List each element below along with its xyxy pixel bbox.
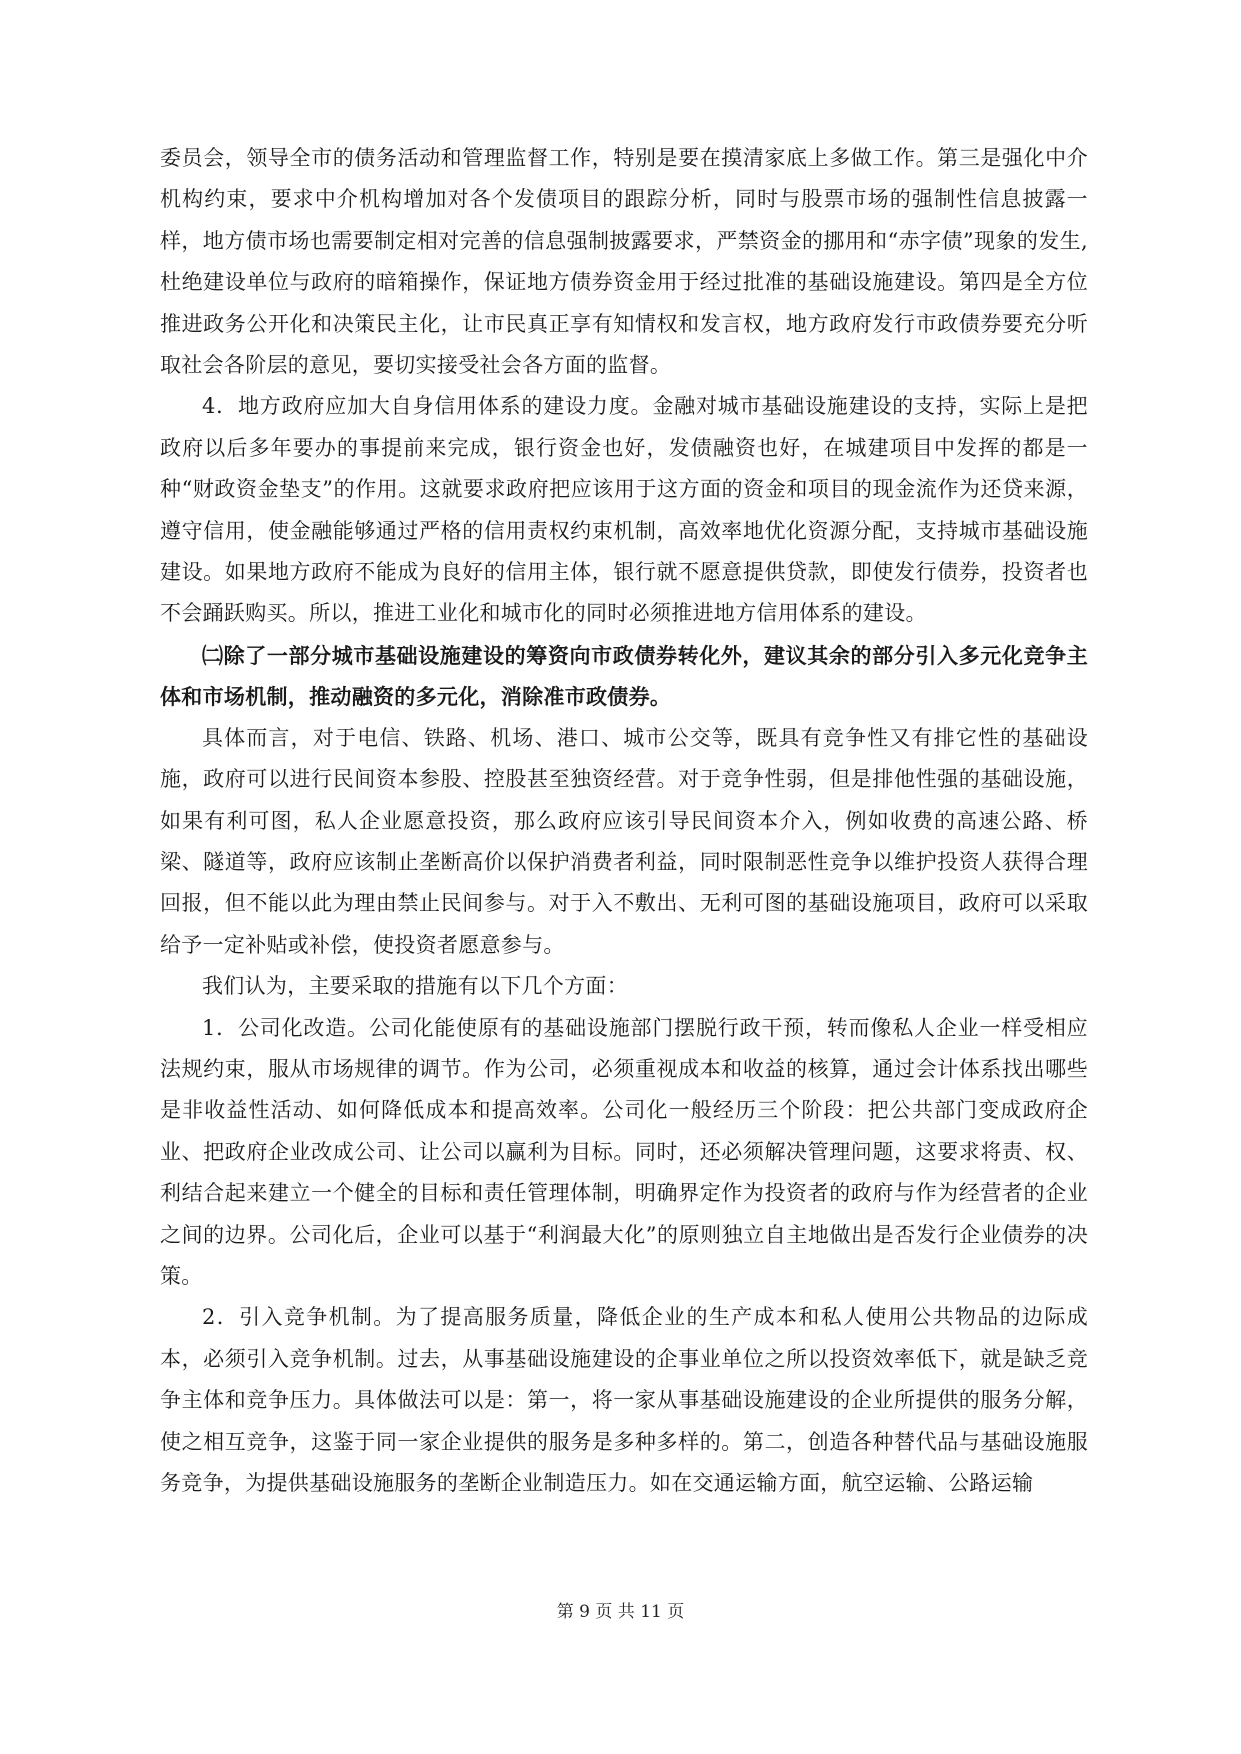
paragraph-item-4: 4．地方政府应加大自身信用体系的建设力度。金融对城市基础设施建设的支持，实际上是把政府以后多年要办的事提前来完成，银行资金也好，发债融资也好，在城建项目中发挥的都是一种“财政资金垫支”的作用。这就要求政府把应该用于这方面的资金和项目的现金流作为还贷来源，遵守信用，使金融能够通过严格的信用责权约束机制，高效率地优化资源分配，支持城市基础设施建设。如果地方政府不能成为良好的信用主体，银行就不愿意提供贷款，即使发行债券，投资者也不会踊跃购买。所以，推进工业化和城市化的同时必须推进地方信用体系的建设。 [160,394,1088,626]
page-footer: 第 9 页 共 11 页 [556,1602,685,1622]
paragraph-item-1: 1．公司化改造。公司化能使原有的基础设施部门摆脱行政干预，转而像私人企业一样受相应法规约束，服从市场规律的调节。作为公司，必须重视成本和收益的核算，通过会计体系找出哪些是非收益性活动、如何降低成本和提高效率。公司化一般经历三个阶段：把公共部门变成政府企业、把政府企业改成公司、让公司以赢利为目标。同时，还必须解决管理问题，这要求将责、权、利结合起来建立一个健全的目标和责任管理体制，明确界定作为投资者的政府与作为经营者的企业之间的边界。公司化后，企业可以基于“利润最大化”的原则独立自主地做出是否发行企业债券的决策。 [160,1015,1088,1288]
section-heading-2: ㈡除了一部分城市基础设施建设的筹资向市政债券转化外，建议其余的部分引入多元化竞争主体和市场机制，推动融资的多元化，消除准市政债券。 [160,642,1088,710]
paragraph-body: 具体而言，对于电信、铁路、机场、港口、城市公交等，既具有竞争性又有排它性的基础设施，政府可以进行民间资本参股、控股甚至独资经营。对于竞争性弱，但是排他性强的基础设施，如果有利可图，私人企业愿意投资，那么政府应该引导民间资本介入，例如收费的高速公路、桥梁、隧道等，政府应该制止垄断高价以保护消费者利益，同时限制恶性竞争以维护投资人获得合理回报，但不能以此为理由禁止民间参与。对于入不敷出、无利可图的基础设施项目，政府可以采取给予一定补贴或补偿，使投资者愿意参与。 [160,725,1088,957]
paragraph-item-2: 2．引入竞争机制。为了提高服务质量，降低企业的生产成本和私人使用公共物品的边际成本，必须引入竞争机制。过去，从事基础设施建设的企事业单位之所以投资效率低下，就是缺乏竞争主体和竞争压力。具体做法可以是：第一，将一家从事基础设施建设的企业所提供的服务分解，使之相互竞争，这鉴于同一家企业提供的服务是多种多样的。第二，创造各种替代品与基础设施服务竞争，为提供基础设施服务的垄断企业制造压力。如在交通运输方面，航空运输、公路运输 [160,1305,1088,1495]
document-page [160,138,1088,1504]
paragraph-intro-measures: 我们认为，主要采取的措施有以下几个方面： [202,974,628,999]
paragraph-continuation: 委员会，领导全市的债务活动和管理监督工作，特别是要在摸清家底上多做工作。第三是强化中介机构约束，要求中介机构增加对各个发债项目的跟踪分析，同时与股票市场的强制性信息披露一样，地方债市场也需要制定相对完善的信息强制披露要求，严禁资金的挪用和“赤字债”现象的发生,杜绝建设单位与政府的暗箱操作，保证地方债券资金用于经过批准的基础设施建设。第四是全方位推进政务公开化和决策民主化，让市民真正享有知情权和发言权，地方政府发行市政债券要充分听取社会各阶层的意见，要切实接受社会各方面的监督。 [160,146,1088,378]
